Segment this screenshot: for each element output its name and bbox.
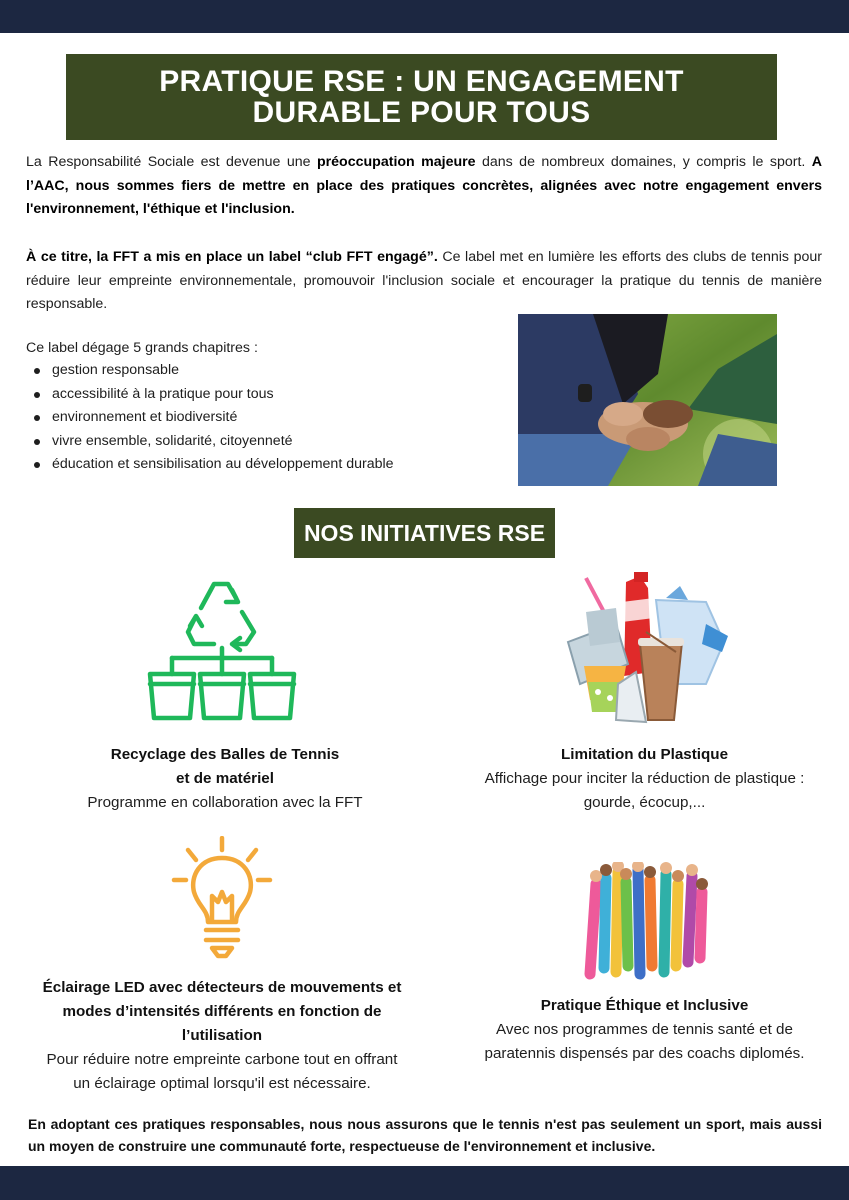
list-item: gestion responsable [34, 359, 394, 383]
recycling-title-line1: Recyclage des Balles de Tennis [110, 746, 340, 763]
page-title-line2: DURABLE POUR TOUS [252, 96, 591, 129]
lighting-description-line2: un éclairage optimal lorsqu'il est nécessaire. [73, 1075, 371, 1092]
page-title-line1: PRATIQUE RSE : UN ENGAGEMENT [159, 65, 684, 98]
lighting-title-line3: l’utilisation [181, 1027, 263, 1044]
ethics-description-line2: paratennis dispensés par des coachs diplomés. [484, 1045, 805, 1062]
list-item: environnement et biodiversité [34, 406, 394, 430]
recycling-title-line2: et de matériel [176, 770, 274, 787]
intro-text: La Responsabilité Sociale est devenue une [26, 154, 317, 170]
lighting-title-line1: Éclairage LED avec détecteurs de mouvements et [42, 979, 402, 996]
initiative-plastic [440, 743, 849, 815]
team-hands-photo [518, 314, 777, 486]
plastic-waste-icon [556, 572, 734, 729]
chapters-intro: Ce label dégage 5 grands chapitres : [26, 340, 258, 356]
page-title [66, 54, 777, 140]
initiative-ethics [440, 994, 849, 1066]
closing-statement: En adoptant ces pratiques responsables, nous nous assurons que le tennis n'est pas seulement un sport, mais aussi un moyen de construire une communauté forte, respectueuse de l'environnement et inclusive. [28, 1116, 822, 1154]
label-announcement: À ce titre, la FFT a mis en place un label “club FFT engagé”. [26, 249, 438, 265]
intro-text: dans de nombreux domaines, y compris le sport. [475, 154, 812, 170]
label-description: Ce label met en lumière les efforts des clubs de tennis pour réduire leur empreinte environnementale, promouvoir l'inclusion sociale et encourager la pratique du tennis de manière responsable. [26, 249, 822, 312]
list-item: éducation et sensibilisation au développement durable [34, 453, 394, 477]
lightbulb-icon [170, 836, 274, 965]
initiatives-heading: NOS INITIATIVES RSE [294, 508, 555, 558]
plastic-description-line2: gourde, écocup,... [583, 794, 706, 811]
plastic-description-line1: Affichage pour inciter la réduction de plastique : [484, 770, 805, 787]
chapters-list [34, 359, 394, 477]
intro-paragraph-1 [26, 151, 822, 222]
intro-paragraph-2 [26, 246, 822, 317]
recycling-description: Programme en collaboration avec la FFT [87, 794, 363, 811]
bottom-bar [0, 1166, 849, 1200]
intro-emphasis: préoccupation majeure [316, 154, 476, 170]
lighting-title-line2: modes d’intensités différents en fonction de [62, 1003, 382, 1020]
initiative-lighting [16, 976, 428, 1096]
list-item: vivre ensemble, solidarité, citoyenneté [34, 430, 394, 454]
recycle-icon [146, 572, 298, 729]
plastic-title: Limitation du Plastique [560, 746, 729, 763]
top-bar [0, 0, 849, 33]
raised-hands-icon [580, 862, 710, 985]
initiative-recycling [40, 743, 410, 815]
intro-commitment: A l’AAC, nous sommes fiers de mettre en place des pratiques concrètes, alignées avec notre engagement envers l'environnement, l'éthique et l'inclusion. [26, 154, 823, 217]
list-item: accessibilité à la pratique pour tous [34, 383, 394, 407]
lighting-description-line1: Pour réduire notre empreinte carbone tout en offrant [46, 1051, 398, 1068]
ethics-title: Pratique Éthique et Inclusive [540, 997, 749, 1014]
ethics-description-line1: Avec nos programmes de tennis santé et de [496, 1021, 793, 1038]
